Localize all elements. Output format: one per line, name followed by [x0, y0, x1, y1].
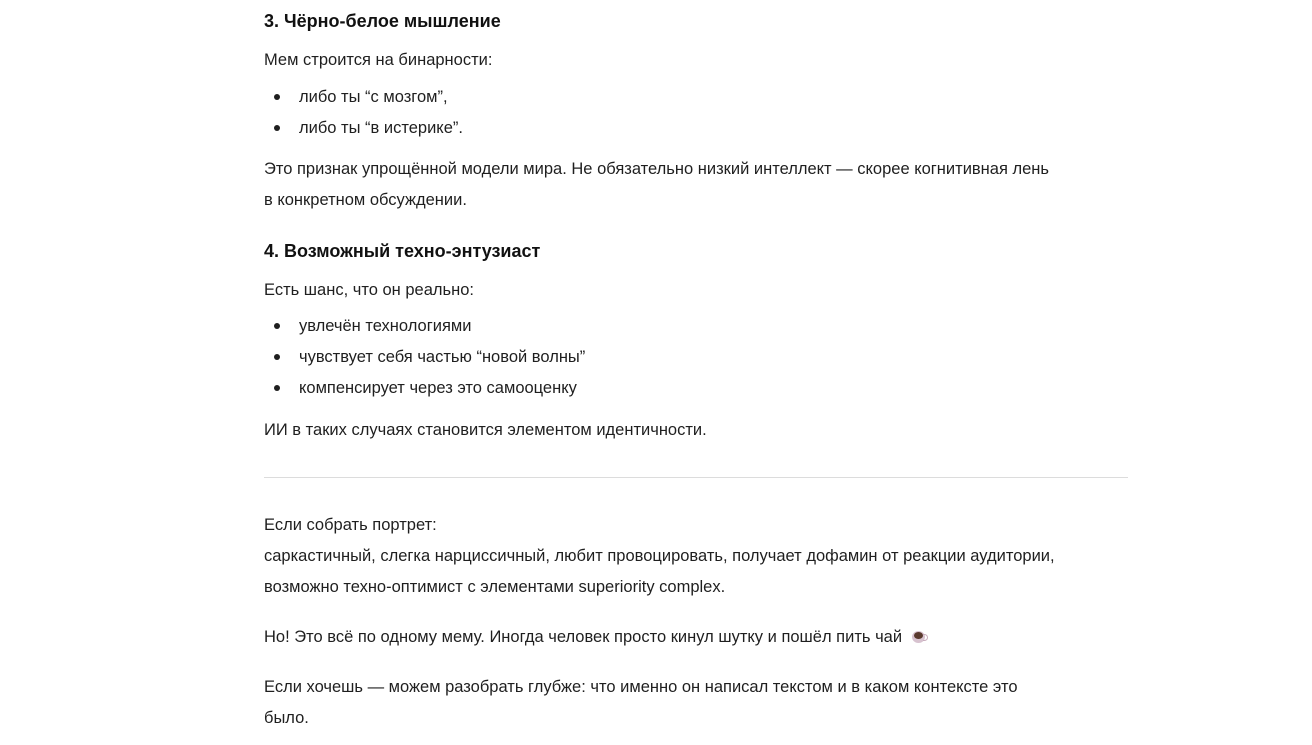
list-item-text: компенсирует через это самооценку — [299, 379, 577, 397]
section-4-heading: 4. Возможный техно-энтузиаст — [264, 241, 541, 261]
bullet-icon — [274, 354, 280, 360]
offer-line-1: Если хочешь — можем разобрать глубже: что именно он написал текстом и в каком контексте это — [264, 678, 1018, 696]
list-item-text: либо ты “в истерике”. — [299, 119, 463, 137]
bullet-icon — [274, 323, 280, 329]
tea-cup-icon — [911, 628, 928, 645]
bullet-icon — [274, 385, 280, 391]
portrait-line-2: возможно техно-оптимист с элементами superiority complex. — [264, 578, 726, 596]
list-item-text: увлечён технологиями — [299, 317, 472, 335]
offer-line-2: было. — [264, 709, 309, 727]
bullet-icon — [274, 125, 280, 131]
list-item-text: либо ты “с мозгом”, — [299, 88, 448, 106]
bullet-icon — [274, 94, 280, 100]
section-3-conclusion-line-1: Это признак упрощённой модели мира. Не обязательно низкий интеллект — скорее когнитивная лень — [264, 160, 1049, 178]
divider — [264, 477, 1128, 478]
portrait-intro: Если собрать портрет: — [264, 516, 437, 534]
section-3-conclusion-line-2: в конкретном обсуждении. — [264, 191, 467, 209]
section-4-intro: Есть шанс, что он реально: — [264, 281, 474, 299]
list-item-text: чувствует себя частью “новой волны” — [299, 348, 586, 366]
portrait-line-1: саркастичный, слегка нарциссичный, любит провоцировать, получает дофамин от реакции аудитории, — [264, 547, 1055, 565]
section-3-intro: Мем строится на бинарности: — [264, 51, 493, 69]
section-3-heading: 3. Чёрно-белое мышление — [264, 11, 501, 31]
section-4-conclusion: ИИ в таких случаях становится элементом идентичности. — [264, 421, 707, 439]
caveat-paragraph — [264, 622, 1128, 653]
caveat-text: Но! Это всё по одному мему. Иногда человек просто кинул шутку и пошёл пить чай — [264, 628, 903, 646]
